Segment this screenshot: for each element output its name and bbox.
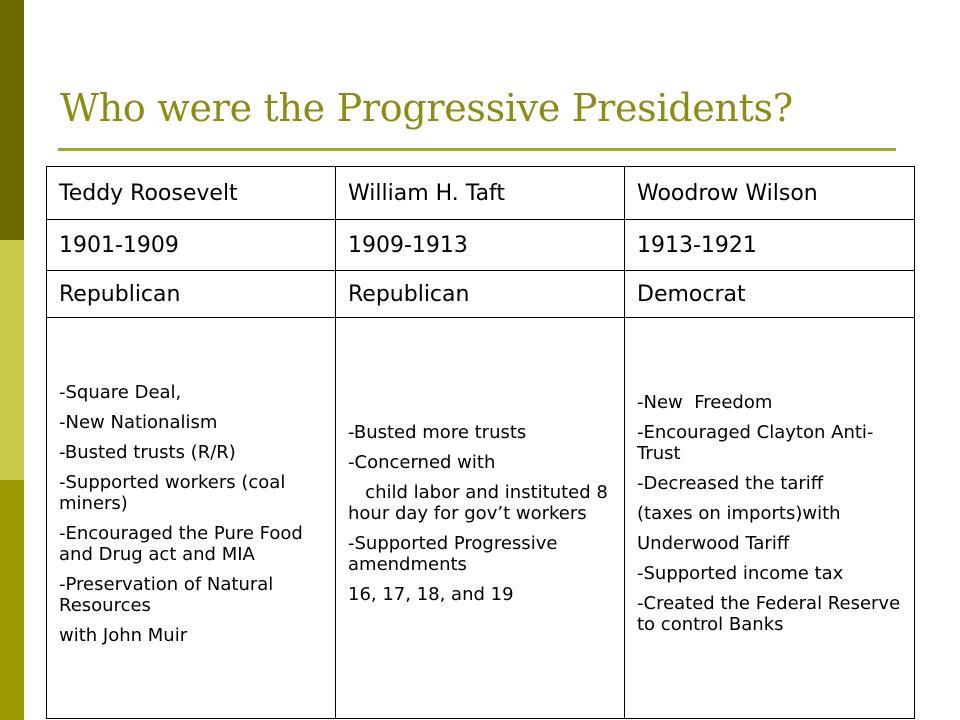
- list-item: -Square Deal,: [59, 381, 182, 403]
- cell-years-roosevelt: 1901-1909: [47, 220, 336, 271]
- list-item: -Supported workers (coal miners): [59, 471, 292, 514]
- list-item: 16, 17, 18, and 19: [348, 584, 514, 605]
- cell-name-roosevelt: Teddy Roosevelt: [47, 167, 336, 220]
- list-item: -Busted trusts (R/R): [59, 441, 236, 463]
- list-item: Underwood Tariff: [637, 533, 790, 554]
- cell-name-taft: William H. Taft: [336, 167, 625, 220]
- list-item: -Encouraged Clayton Anti-Trust: [637, 422, 874, 464]
- table-row-names: [47, 167, 915, 220]
- table-row-parties: [47, 271, 915, 318]
- cell-years-taft: 1909-1913: [336, 220, 625, 271]
- list-item: with John Muir: [59, 624, 188, 646]
- title-underline: [58, 148, 896, 151]
- list-item: -Encouraged the Pure Food and Drug act and MIA: [59, 522, 309, 565]
- cell-party-taft: Republican: [336, 271, 625, 318]
- list-item: (taxes on imports)with: [637, 503, 841, 524]
- cell-party-wilson: Democrat: [625, 271, 915, 318]
- list-item: child labor and instituted 8 hour day for gov’t workers: [348, 482, 614, 524]
- cell-achievements-wilson: [625, 318, 915, 719]
- list-item: -Busted more trusts: [348, 422, 527, 443]
- list-item: -Concerned with: [348, 452, 496, 473]
- cell-achievements-taft: [336, 318, 625, 719]
- decorative-stripe-top: [0, 0, 24, 240]
- list-item: -Decreased the tariff: [637, 473, 824, 494]
- table-row-years: [47, 220, 915, 271]
- cell-name-wilson: Woodrow Wilson: [625, 167, 915, 220]
- cell-party-roosevelt: Republican: [47, 271, 336, 318]
- list-item: -New Nationalism: [59, 411, 218, 433]
- decorative-stripe-middle: [0, 240, 24, 480]
- list-item: -Preservation of Natural Resources: [59, 573, 280, 616]
- list-item: -New Freedom: [637, 392, 773, 413]
- cell-achievements-roosevelt: [47, 318, 336, 719]
- list-item: -Created the Federal Reserve to control Banks: [637, 593, 906, 635]
- presidents-table: [46, 166, 915, 719]
- cell-years-wilson: 1913-1921: [625, 220, 915, 271]
- list-item: -Supported Progressive amendments: [348, 533, 564, 575]
- slide-title: Who were the Progressive Presidents?: [60, 86, 793, 130]
- decorative-stripe-bottom: [0, 480, 24, 720]
- table-row-achievements: [47, 318, 915, 719]
- list-item: -Supported income tax: [637, 563, 844, 584]
